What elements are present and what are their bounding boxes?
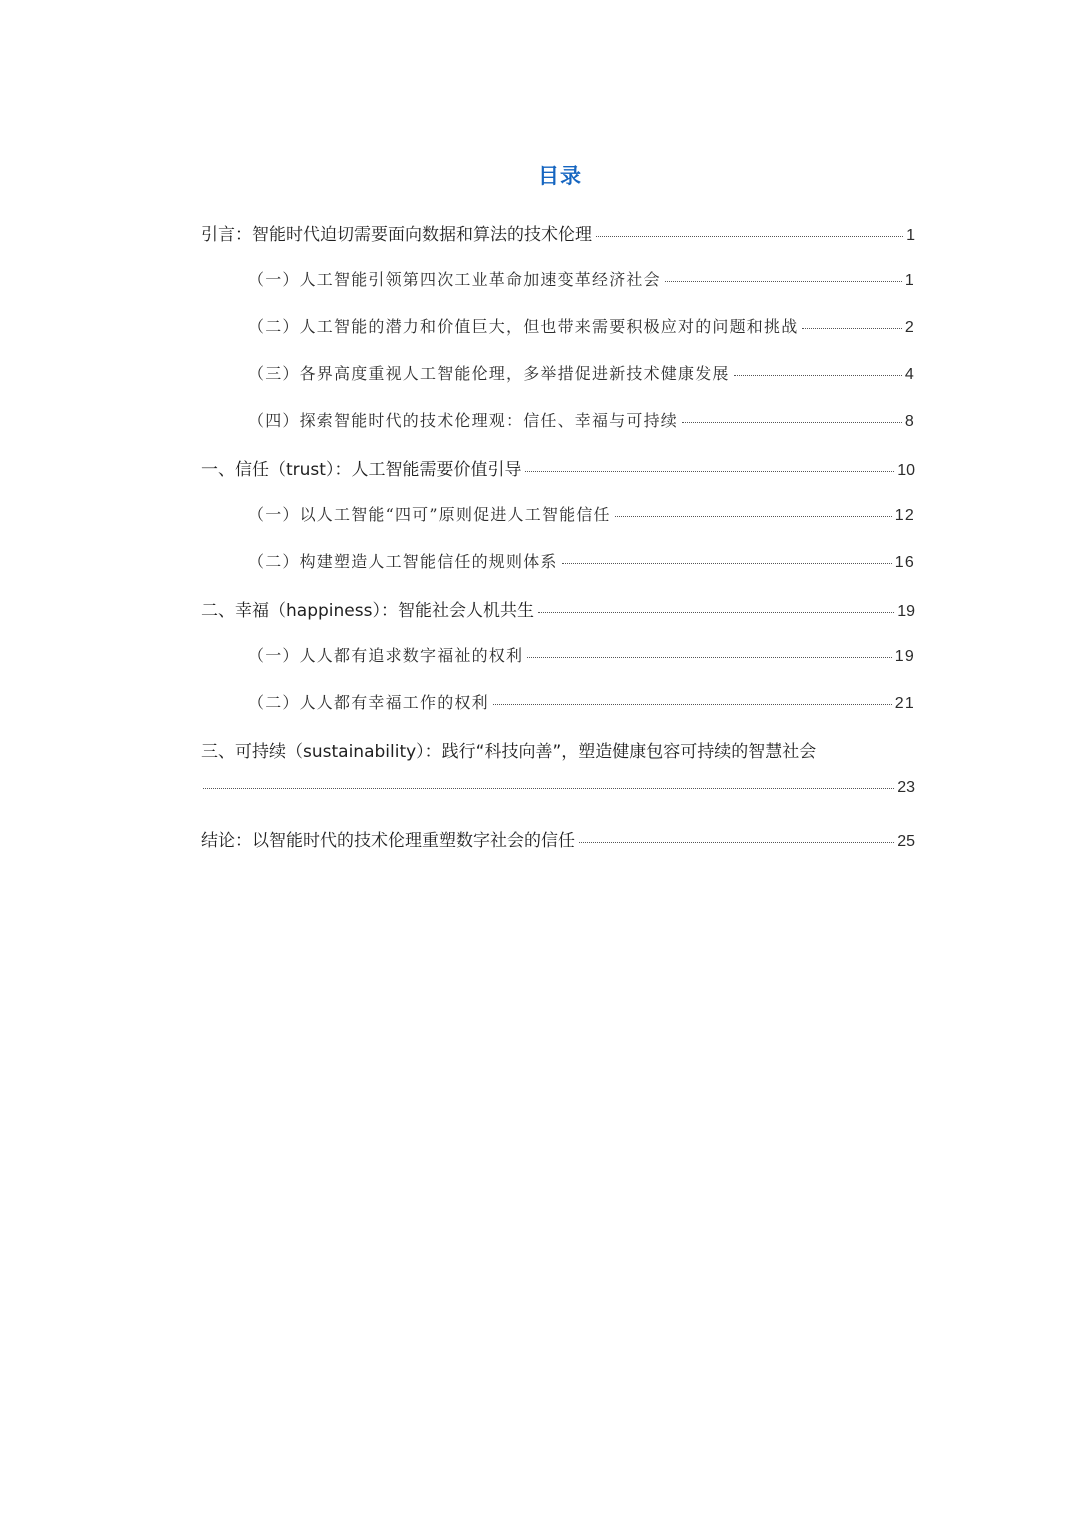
- toc-page-number: 25: [897, 833, 915, 850]
- toc-page-number: 19: [897, 603, 915, 620]
- toc-entry-sustainability[interactable]: [201, 737, 915, 762]
- toc-page-number: 1: [906, 227, 915, 244]
- dot-leader: [527, 657, 892, 658]
- toc-entry-label: （三）各界高度重视人工智能伦理，多举措促进新技术健康发展: [248, 364, 730, 383]
- toc-entry-happiness-2[interactable]: [248, 690, 915, 713]
- toc-page-number: 23: [897, 779, 915, 796]
- toc-entry-happiness-1[interactable]: [248, 643, 915, 666]
- toc-entry-trust-2[interactable]: [248, 549, 915, 572]
- toc-entry-label: （二）人工智能的潜力和价值巨大，但也带来需要积极应对的问题和挑战: [248, 317, 799, 336]
- toc-entry-intro-3[interactable]: [248, 361, 915, 384]
- toc-page-number: 1: [904, 272, 915, 289]
- dot-leader: [525, 471, 894, 472]
- dot-leader: [493, 704, 892, 705]
- toc-entry-label: （一）人人都有追求数字福祉的权利: [248, 646, 524, 665]
- toc-entry-intro-2[interactable]: [248, 314, 915, 337]
- toc-entry-conclusion[interactable]: [201, 826, 915, 851]
- toc-page-number: 21: [894, 695, 915, 712]
- toc-entry-trust-1[interactable]: [248, 502, 915, 525]
- toc-entry-intro-1[interactable]: [248, 267, 915, 290]
- dot-leader: [615, 516, 892, 517]
- toc-page-number: 19: [894, 648, 915, 665]
- dot-leader: [596, 236, 903, 237]
- toc-page-number: 10: [897, 462, 915, 479]
- dot-leader: [538, 612, 894, 613]
- dot-leader: [802, 328, 901, 329]
- toc-entry-label: 二、幸福（happiness）：智能社会人机共生: [201, 601, 534, 621]
- toc-page-number: 2: [904, 319, 915, 336]
- toc-entry-trust[interactable]: [201, 455, 915, 480]
- toc-entry-label: 引言：智能时代迫切需要面向数据和算法的技术伦理: [201, 225, 592, 245]
- toc-title: 目录: [538, 164, 582, 188]
- toc-entry-happiness[interactable]: [201, 596, 915, 621]
- toc-entry-label: 结论：以智能时代的技术伦理重塑数字社会的信任: [201, 831, 575, 851]
- dot-leader: [734, 375, 902, 376]
- toc-entry-intro-4[interactable]: [248, 408, 915, 431]
- dot-leader: [665, 281, 902, 282]
- dot-leader: [562, 563, 892, 564]
- dot-leader: [579, 842, 894, 843]
- toc-entry-intro[interactable]: [201, 220, 915, 245]
- dot-leader: [682, 422, 902, 423]
- toc-entry-label: （二）人人都有幸福工作的权利: [248, 693, 489, 712]
- toc-entry-label: （一）以人工智能“四可”原则促进人工智能信任: [248, 505, 611, 524]
- toc-entry-label: 一、信任（trust）：人工智能需要价值引导: [201, 460, 522, 480]
- toc-page-number: 12: [894, 507, 915, 524]
- toc-entry-label: （四）探索智能时代的技术伦理观：信任、幸福与可持续: [248, 411, 679, 430]
- toc-entry-sustainability-leader[interactable]: [203, 779, 915, 797]
- toc-entry-label: （一）人工智能引领第四次工业革命加速变革经济社会: [248, 270, 661, 289]
- toc-page-number: 4: [904, 366, 915, 383]
- toc-entry-label: 三、可持续（sustainability）：践行“科技向善”，塑造健康包容可持续的智慧社会: [201, 742, 817, 762]
- dot-leader: [203, 788, 894, 789]
- toc-entry-label: （二）构建塑造人工智能信任的规则体系: [248, 552, 558, 571]
- toc-page-number: 8: [904, 413, 915, 430]
- toc-page-number: 16: [894, 554, 915, 571]
